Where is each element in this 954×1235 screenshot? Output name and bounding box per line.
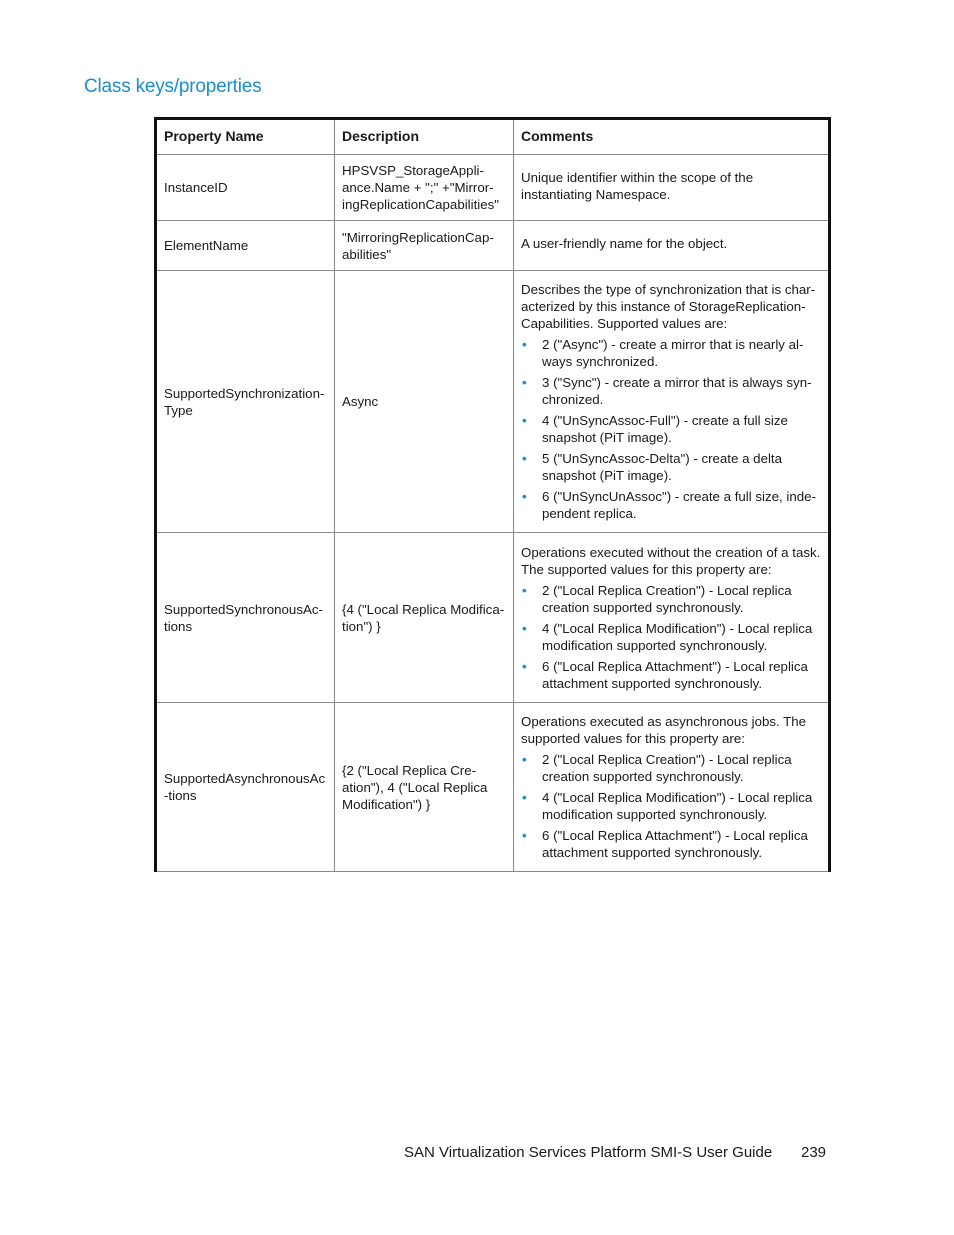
bullet-text: 2 ("Async") - create a mirror that is nearly al-ways synchronized. <box>542 337 804 369</box>
bullet-icon: • <box>522 451 527 466</box>
bullet-item <box>521 374 821 408</box>
bullet-item <box>521 412 821 446</box>
bullet-list <box>521 582 821 692</box>
comment-text: Operations executed without the creation of a task. The supported values for this property are: <box>521 544 821 577</box>
table-header-row <box>156 119 830 155</box>
bullet-text: 6 ("Local Replica Attachment") - Local replica attachment supported synchronously. <box>542 828 808 860</box>
property-name-cell: ElementName <box>156 221 335 271</box>
bullet-text: 2 ("Local Replica Creation") - Local replica creation supported synchronously. <box>542 582 792 615</box>
bullet-icon: • <box>522 375 527 390</box>
bullet-text: 3 ("Sync") - create a mirror that is always syn-chronized. <box>542 375 812 407</box>
bullet-item <box>521 827 821 861</box>
table-row <box>156 221 830 271</box>
bullet-text: 4 ("Local Replica Modification") - Local replica modification supported synchronously. <box>542 620 813 653</box>
bullet-icon: • <box>522 752 527 767</box>
bullet-text: 6 ("UnSyncUnAssoc") - create a full size, inde-pendent replica. <box>542 489 817 521</box>
description-cell: {4 ("Local Replica Modifica-tion") } <box>335 533 514 703</box>
property-name-cell: SupportedSynchronization-Type <box>156 271 335 533</box>
comments-cell <box>514 703 830 872</box>
property-name-cell: SupportedSynchronousAc-tions <box>156 533 335 703</box>
bullet-icon: • <box>522 489 527 504</box>
table-row <box>156 703 830 872</box>
header-description: Description <box>335 119 514 155</box>
comment-text: Operations executed as asynchronous jobs. The supported values for this property are: <box>521 714 807 746</box>
bullet-text: 2 ("Local Replica Creation") - Local replica creation supported synchronously. <box>542 752 792 784</box>
description-cell: "MirroringReplicationCap-abilities" <box>335 221 514 271</box>
page-number: 239 <box>801 1144 827 1161</box>
property-name-cell: InstanceID <box>156 155 335 221</box>
comment-text: Describes the type of synchronization that is char-acterized by this instance of StorageReplication-Capabilities. Supported values are: <box>521 282 816 331</box>
bullet-text: 5 ("UnSyncAssoc-Delta") - create a delta snapshot (PiT image). <box>542 451 783 483</box>
bullet-item <box>521 789 821 823</box>
description-cell: HPSVSP_StorageAppli-ance.Name + ";" +"Mirror-ingReplicationCapabilities" <box>335 155 514 221</box>
table-row <box>156 155 830 221</box>
bullet-icon: • <box>522 790 527 805</box>
header-comments: Comments <box>514 119 830 155</box>
bullet-text: 6 ("Local Replica Attachment") - Local replica attachment supported synchronously. <box>542 658 808 691</box>
comment-text: A user-friendly name for the object. <box>521 236 728 251</box>
table-row <box>156 533 830 703</box>
bullet-item <box>521 488 821 522</box>
bullet-item <box>521 450 821 484</box>
bullet-icon: • <box>522 828 527 843</box>
bullet-item <box>521 582 821 616</box>
bullet-item <box>521 336 821 370</box>
bullet-icon: • <box>522 337 527 352</box>
bullet-icon: • <box>522 413 527 428</box>
bullet-list <box>521 751 821 861</box>
bullet-icon: • <box>522 582 527 598</box>
comments-cell <box>514 271 830 533</box>
bullet-icon: • <box>522 620 527 636</box>
table-row <box>156 271 830 533</box>
comment-text: Unique identifier within the scope of the instantiating Namespace. <box>521 169 754 202</box>
bullet-item <box>521 751 821 785</box>
property-name-cell: SupportedAsynchronousAc-tions <box>156 703 335 872</box>
bullet-list <box>521 336 821 522</box>
bullet-icon: • <box>522 658 527 674</box>
bullet-item <box>521 658 821 692</box>
bullet-item <box>521 620 821 654</box>
description-cell: Async <box>335 271 514 533</box>
description-cell: {2 ("Local Replica Cre-ation"), 4 ("Local Replica Modification") } <box>335 703 514 872</box>
bullet-text: 4 ("UnSyncAssoc-Full") - create a full size snapshot (PiT image). <box>542 413 788 445</box>
comments-cell <box>514 155 830 221</box>
class-properties-table <box>154 117 831 872</box>
section-heading: Class keys/properties <box>84 76 262 97</box>
bullet-text: 4 ("Local Replica Modification") - Local replica modification supported synchronously. <box>542 790 813 822</box>
header-property-name: Property Name <box>156 119 335 155</box>
footer-document-title: SAN Virtualization Services Platform SMI-S User Guide <box>404 1144 773 1161</box>
comments-cell <box>514 533 830 703</box>
comments-cell <box>514 221 830 271</box>
